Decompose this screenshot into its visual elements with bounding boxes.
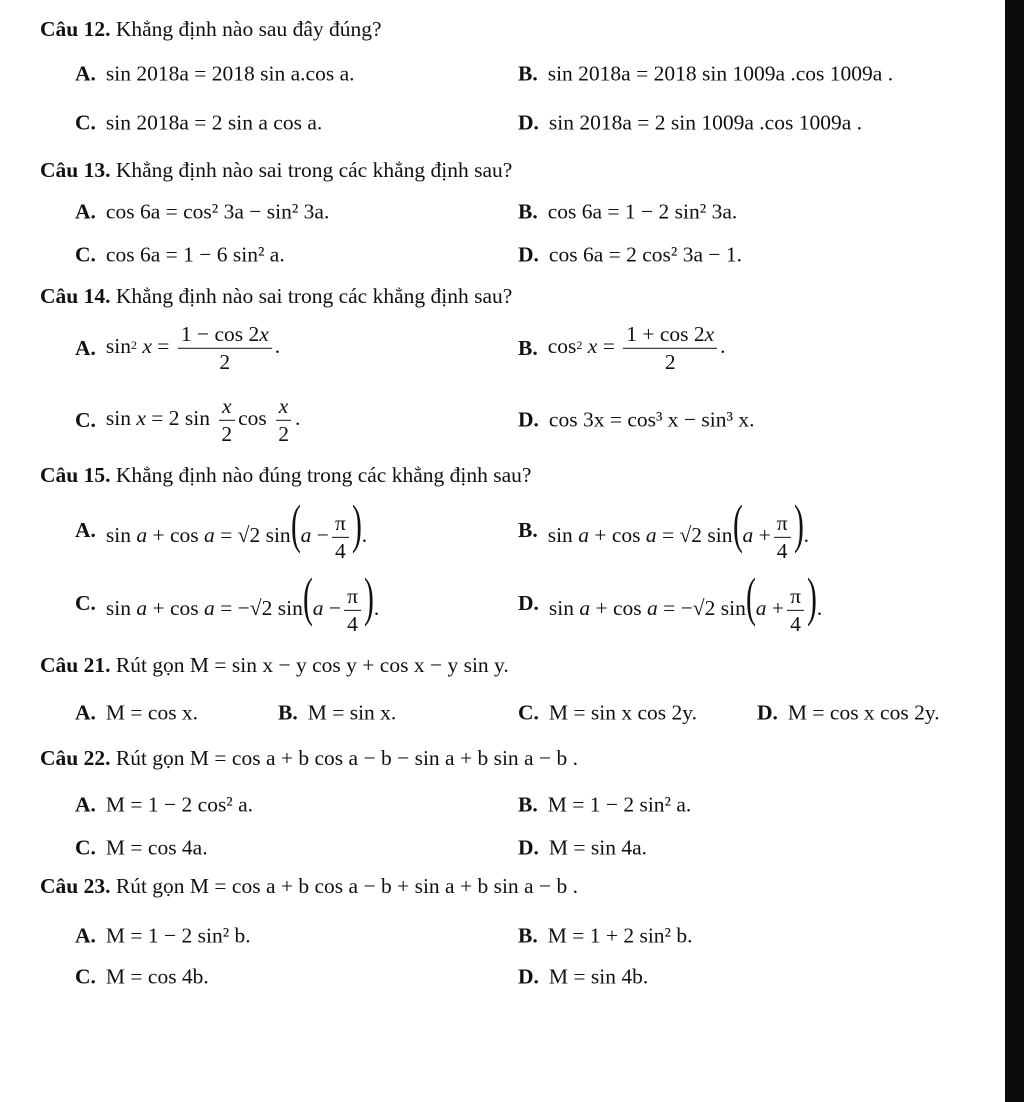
question-text: Khẳng định nào sau đây đúng?: [115, 17, 382, 41]
option-a[interactable]: [75, 200, 329, 225]
question-22: [40, 746, 578, 771]
fraction: $\frac{\pi}{4}$: [344, 584, 361, 636]
option-label: C.: [75, 110, 96, 135]
question-23: [40, 874, 578, 899]
option-expression: M = cos x cos 2y.: [787, 700, 940, 725]
option-expression: sin a + cos a = −√2 sin(a − $\frac{\pi}{4}$ ).: [105, 566, 380, 636]
option-expression: sin a + cos a = √2 sin(a − $\frac{\pi}{4}$ ).: [105, 493, 368, 563]
option-label: D.: [518, 110, 539, 135]
option-b[interactable]: [518, 793, 691, 818]
option-label: C.: [75, 964, 96, 989]
option-label: D.: [757, 700, 778, 725]
fraction: $\frac{x}{2}$: [218, 394, 235, 446]
option-expression: M = cos 4a.: [105, 835, 208, 860]
option-label: D.: [518, 835, 539, 860]
option-b[interactable]: [518, 200, 737, 225]
option-expression: M = sin x.: [307, 700, 397, 725]
option-expression: M = 1 − 2 sin² b.: [105, 923, 251, 948]
option-label: A.: [75, 792, 96, 817]
fraction: $\frac{\pi}{4}$: [774, 511, 791, 563]
option-b[interactable]: [518, 62, 893, 87]
question-text: Khẳng định nào đúng trong các khẳng định sau?: [115, 463, 532, 487]
option-expression: M = cos 4b.: [105, 964, 209, 989]
option-label: A.: [75, 517, 96, 542]
option-label: B.: [518, 792, 538, 817]
option-c[interactable]: [75, 394, 300, 446]
option-expression: sin 2018a = 2018 sin 1009a .cos 1009a .: [547, 61, 894, 86]
option-b[interactable]: [278, 701, 396, 726]
option-label: C.: [75, 407, 96, 432]
question-number: Câu 14.: [40, 284, 111, 308]
option-expression: cos 6a = 1 − 2 sin² 3a.: [547, 199, 738, 224]
option-a[interactable]: [75, 322, 280, 374]
option-label: B.: [518, 517, 538, 542]
option-expression: M = sin 4b.: [548, 964, 649, 989]
option-expression: $\sin^2 x$ = $\frac{1 - \cos 2x}{2}$ .: [105, 321, 281, 374]
option-d[interactable]: [518, 111, 862, 136]
question-14: [40, 284, 512, 309]
option-d[interactable]: [518, 408, 754, 433]
option-label: C.: [518, 700, 539, 725]
option-expression: sin a + cos a = √2 sin(a + $\frac{\pi}{4}$ ).: [547, 493, 809, 563]
fraction: $\frac{x}{2}$: [275, 394, 292, 446]
option-b[interactable]: [518, 322, 726, 374]
option-label: B.: [518, 61, 538, 86]
option-label: B.: [278, 700, 298, 725]
option-label: B.: [518, 199, 538, 224]
option-label: C.: [75, 590, 96, 615]
option-d[interactable]: [518, 965, 648, 990]
option-a[interactable]: [75, 62, 355, 87]
option-c[interactable]: [75, 111, 322, 136]
option-label: C.: [75, 835, 96, 860]
option-a[interactable]: [75, 493, 368, 563]
question-number: Câu 12.: [40, 17, 111, 41]
option-label: D.: [518, 964, 539, 989]
option-expression: sin a + cos a = −√2 sin(a + $\frac{\pi}{4}$ ).: [548, 566, 823, 636]
option-a[interactable]: [75, 793, 253, 818]
option-label: B.: [518, 923, 538, 948]
option-c[interactable]: [75, 836, 208, 861]
option-d[interactable]: [518, 836, 647, 861]
option-label: B.: [518, 335, 538, 360]
option-expression: M = sin x cos 2y.: [548, 700, 698, 725]
option-b[interactable]: [518, 924, 693, 949]
option-d[interactable]: [518, 566, 823, 636]
option-expression: M = 1 + 2 sin² b.: [547, 923, 693, 948]
question-number: Câu 15.: [40, 463, 111, 487]
question-13: [40, 158, 512, 183]
fraction: $\frac{1 - \cos 2x}{2}$: [178, 322, 272, 374]
fraction: $\frac{\pi}{4}$: [787, 584, 804, 636]
option-c[interactable]: [75, 566, 380, 636]
option-label: A.: [75, 335, 96, 360]
option-label: A.: [75, 61, 96, 86]
option-expression: $\cos^2 x$ = $\frac{1 + \cos 2x}{2}$ .: [547, 321, 726, 374]
question-21: [40, 653, 509, 678]
option-label: A.: [75, 923, 96, 948]
fraction: $\frac{1 + \cos 2x}{2}$: [623, 322, 717, 374]
option-expression: M = cos x.: [105, 700, 199, 725]
option-expression: M = 1 − 2 cos² a.: [105, 792, 254, 817]
option-a[interactable]: [75, 924, 251, 949]
page-edge-shadow: [1005, 0, 1024, 1102]
option-b[interactable]: [518, 493, 809, 563]
option-expression: sin 2018a = 2 sin 1009a .cos 1009a .: [548, 110, 862, 135]
question-text: Rút gọn M = cos a + b cos a − b − sin a + b sin a − b .: [115, 746, 578, 770]
question-text: Rút gọn M = sin x − y cos y + cos x − y sin y.: [115, 653, 509, 677]
option-expression: cos 3x = cos³ x − sin³ x.: [548, 407, 755, 432]
option-expression: M = 1 − 2 sin² a.: [547, 792, 692, 817]
question-number: Câu 23.: [40, 874, 111, 898]
question-text: Khẳng định nào sai trong các khẳng định sau?: [115, 284, 513, 308]
question-number: Câu 13.: [40, 158, 111, 182]
question-text: Khẳng định nào sai trong các khẳng định sau?: [115, 158, 513, 182]
question-12: [40, 17, 382, 42]
option-c[interactable]: [518, 701, 697, 726]
option-label: C.: [75, 242, 96, 267]
option-label: A.: [75, 199, 96, 224]
question-number: Câu 21.: [40, 653, 111, 677]
option-expression: cos 6a = 2 cos² 3a − 1.: [548, 242, 743, 267]
option-expression: M = sin 4a.: [548, 835, 648, 860]
question-text: Rút gọn M = cos a + b cos a − b + sin a + b sin a − b .: [115, 874, 578, 898]
question-number: Câu 22.: [40, 746, 111, 770]
option-label: D.: [518, 407, 539, 432]
question-15: [40, 463, 531, 488]
option-expression: sin 2018a = 2018 sin a.cos a.: [105, 61, 355, 86]
option-label: D.: [518, 590, 539, 615]
option-a[interactable]: [75, 701, 198, 726]
option-expression: sin x = 2 sin $\frac{x}{2}$ cos $\frac{x}{2}$ .: [105, 393, 301, 446]
option-d[interactable]: [518, 243, 742, 268]
option-label: D.: [518, 242, 539, 267]
option-label: A.: [75, 700, 96, 725]
option-expression: cos 6a = 1 − 6 sin² a.: [105, 242, 285, 267]
option-expression: sin 2018a = 2 sin a cos a.: [105, 110, 323, 135]
fraction: $\frac{\pi}{4}$: [332, 511, 349, 563]
option-c[interactable]: [75, 965, 209, 990]
option-c[interactable]: [75, 243, 285, 268]
option-expression: cos 6a = cos² 3a − sin² 3a.: [105, 199, 330, 224]
option-d[interactable]: [757, 701, 940, 726]
